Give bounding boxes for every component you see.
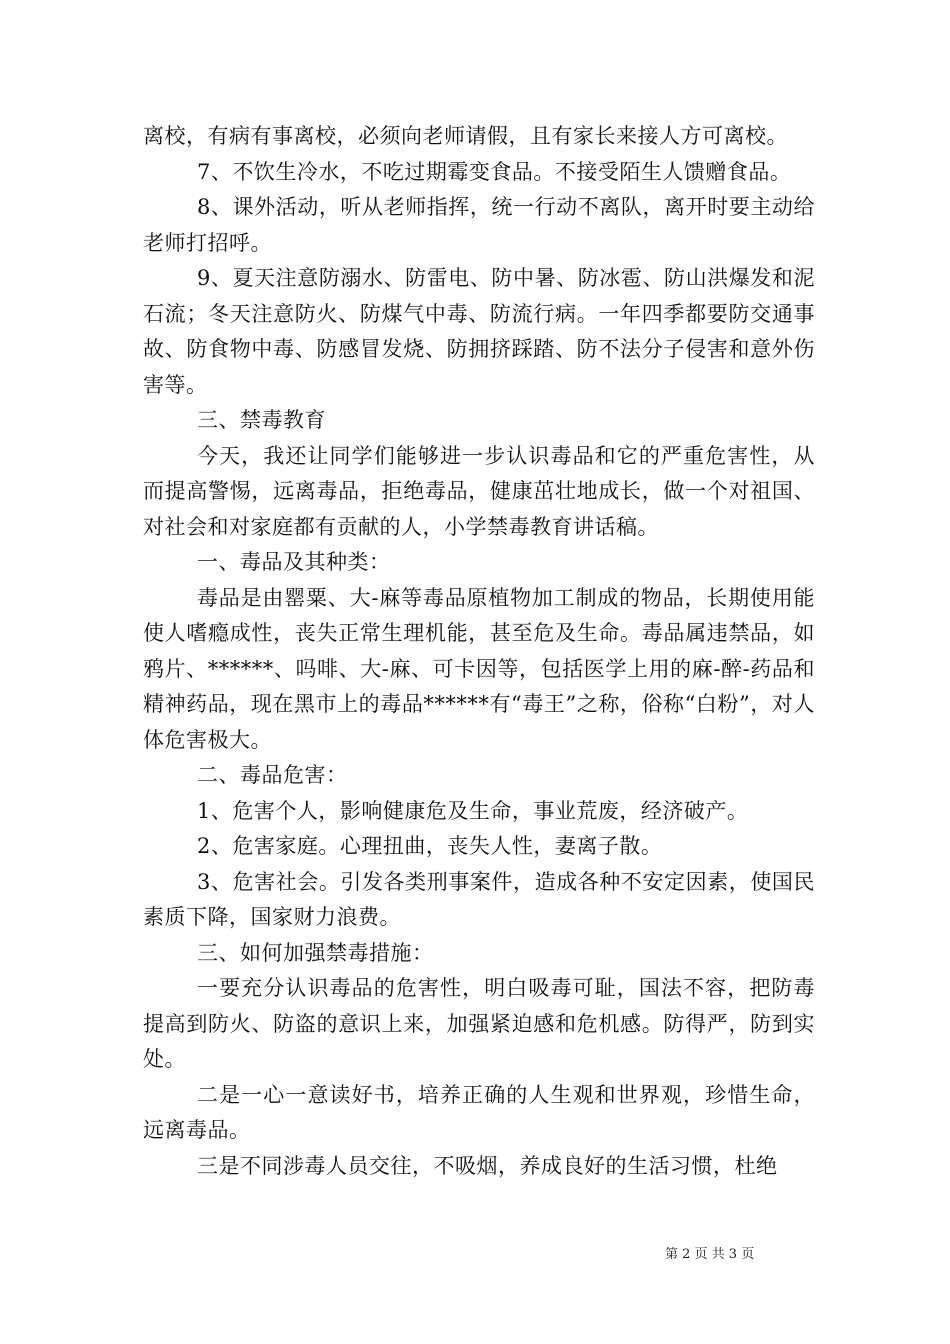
paragraph-harm-society: 3、危害社会。引发各类刑事案件，造成各种不安定因素，使国民素质下降，国家财力浪费。 [143, 869, 815, 929]
paragraph-rule-9: 9、夏天注意防溺水、防雷电、防中暑、防冰雹、防山洪爆发和泥石流；冬天注意防火、防煤气中毒、防流行病。一年四季都要防交通事故、防食物中毒、防感冒发烧、防拥挤踩踏、防不法分子侵害和意外伤害等。 [143, 266, 815, 397]
paragraph-drug-definition: 毒品是由罂粟、大-麻等毒品原植物加工制成的物品，长期使用能使人嗜瘾成性，丧失正常生理机能，甚至危及生命。毒品属违禁品，如鸦片、******、吗啡、大-麻、可卡因等，包括医学上用的麻-醉-药品和精神药品，现在黑市上的毒品******有“毒王”之称，俗称“白粉”，对人体危害极大。 [143, 585, 815, 752]
subheading-measures: 三、如何加强禁毒措施： [197, 940, 434, 965]
page-number-footer: 第 2 页 共 3 页 [665, 1247, 755, 1262]
paragraph-rule-8: 8、课外活动，听从老师指挥，统一行动不离队，离开时要主动给老师打招呼。 [143, 195, 815, 255]
paragraph-harm-individual: 1、危害个人，影响健康危及生命，事业荒废，经济破产。 [197, 798, 749, 823]
document-body [143, 119, 815, 1184]
paragraph-continuation: 离校，有病有事离校，必须向老师请假，且有家长来接人方可离校。 [143, 124, 788, 148]
paragraph-rule-7: 7、不饮生冷水，不吃过期霉变食品。不接受陌生人馈赠食品。 [197, 159, 792, 184]
paragraph-measure-2: 二是一心一意读好书，培养正确的人生观和世界观，珍惜生命，远离毒品。 [143, 1082, 815, 1142]
section-heading-drug-education: 三、禁毒教育 [197, 408, 326, 432]
paragraph-measure-3: 三是不同涉毒人员交往，不吸烟，养成良好的生活习惯，杜绝 [197, 1153, 778, 1178]
paragraph-harm-family: 2、危害家庭。心理扭曲，丧失人性，妻离子散。 [197, 834, 663, 858]
paragraph-intro: 今天，我还让同学们能够进一步认识毒品和它的严重危害性，从而提高警惕，远离毒品，拒绝毒品，健康茁壮地成长，做一个对祖国、对社会和对家庭都有贡献的人，小学禁毒教育讲话稿。 [143, 443, 815, 539]
subheading-drug-types: 一、毒品及其种类： [197, 550, 391, 574]
subheading-drug-harm: 二、毒品危害： [197, 763, 348, 787]
paragraph-measure-1: 一要充分认识毒品的危害性，明白吸毒可耻，国法不容，把防毒提高到防火、防盗的意识上来，加强紧迫感和危机感。防得严，防到实处。 [143, 976, 815, 1071]
